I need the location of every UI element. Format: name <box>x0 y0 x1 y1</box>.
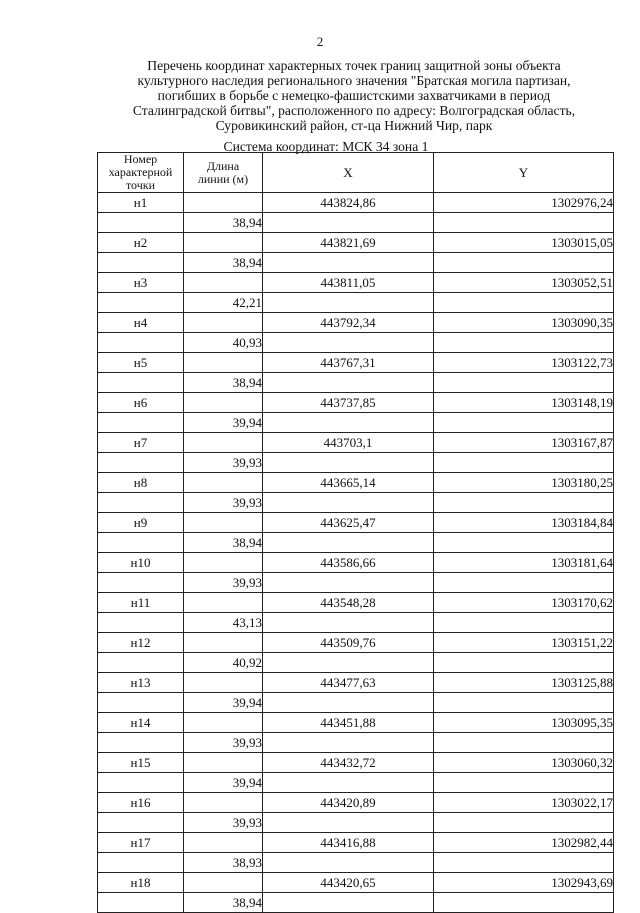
point-cell: н17 <box>98 833 184 853</box>
header-y: Y <box>434 153 614 193</box>
length-cell: 38,94 <box>184 253 263 273</box>
empty-length-cell <box>184 233 263 253</box>
table-row-segment <box>98 813 614 833</box>
empty-length-cell <box>184 193 263 213</box>
table-row <box>98 633 614 653</box>
table-row <box>98 193 614 213</box>
empty-y-cell <box>434 253 614 273</box>
empty-y-cell <box>434 493 614 513</box>
point-cell: н12 <box>98 633 184 653</box>
empty-length-cell <box>184 873 263 893</box>
length-cell: 39,93 <box>184 733 263 753</box>
empty-point-cell <box>98 293 184 313</box>
empty-x-cell <box>263 253 434 273</box>
table-row-segment <box>98 493 614 513</box>
x-cell: 443416,88 <box>263 833 434 853</box>
length-cell: 39,94 <box>184 413 263 433</box>
x-cell: 443703,1 <box>263 433 434 453</box>
point-cell: н3 <box>98 273 184 293</box>
length-cell: 39,93 <box>184 573 263 593</box>
title-line: культурного наследия регионального значения "Братская могила партизан, <box>137 73 571 88</box>
empty-length-cell <box>184 593 263 613</box>
point-cell: н14 <box>98 713 184 733</box>
y-cell: 1303125,88 <box>434 673 614 693</box>
x-cell: 443548,28 <box>263 593 434 613</box>
y-cell: 1302976,24 <box>434 193 614 213</box>
empty-y-cell <box>434 453 614 473</box>
empty-length-cell <box>184 633 263 653</box>
length-cell: 38,94 <box>184 373 263 393</box>
header-line-length-label: Длина линии (м) <box>197 158 249 186</box>
empty-length-cell <box>184 673 263 693</box>
empty-y-cell <box>434 733 614 753</box>
table-row-segment <box>98 253 614 273</box>
table-row-segment <box>98 693 614 713</box>
empty-x-cell <box>263 893 434 913</box>
empty-point-cell <box>98 773 184 793</box>
header-x: X <box>263 153 434 193</box>
empty-x-cell <box>263 293 434 313</box>
empty-y-cell <box>434 373 614 393</box>
x-cell: 443420,89 <box>263 793 434 813</box>
table-row <box>98 233 614 253</box>
point-cell: н9 <box>98 513 184 533</box>
y-cell: 1303180,25 <box>434 473 614 493</box>
point-cell: н2 <box>98 233 184 253</box>
y-cell: 1303022,17 <box>434 793 614 813</box>
table-row-segment <box>98 213 614 233</box>
length-cell: 43,13 <box>184 613 263 633</box>
point-cell: н4 <box>98 313 184 333</box>
coordinate-system-caption: Система координат: МСК 34 зона 1 <box>223 139 429 154</box>
empty-length-cell <box>184 713 263 733</box>
length-cell: 38,93 <box>184 853 263 873</box>
x-cell: 443737,85 <box>263 393 434 413</box>
table-row-segment <box>98 773 614 793</box>
point-cell: н15 <box>98 753 184 773</box>
empty-point-cell <box>98 413 184 433</box>
empty-point-cell <box>98 613 184 633</box>
point-cell: н6 <box>98 393 184 413</box>
table-row <box>98 313 614 333</box>
empty-length-cell <box>184 793 263 813</box>
table-row <box>98 753 614 773</box>
empty-y-cell <box>434 693 614 713</box>
x-cell: 443586,66 <box>263 553 434 573</box>
empty-x-cell <box>263 693 434 713</box>
empty-length-cell <box>184 353 263 373</box>
table-row-segment <box>98 293 614 313</box>
table-row <box>98 673 614 693</box>
title-line: Суровикинский район, ст-ца Нижний Чир, парк <box>215 118 493 133</box>
table-row-segment <box>98 573 614 593</box>
table-row-segment <box>98 413 614 433</box>
x-cell: 443432,72 <box>263 753 434 773</box>
empty-y-cell <box>434 653 614 673</box>
point-cell: н5 <box>98 353 184 373</box>
empty-length-cell <box>184 273 263 293</box>
y-cell: 1303122,73 <box>434 353 614 373</box>
point-cell: н13 <box>98 673 184 693</box>
table-row-segment <box>98 453 614 473</box>
table-row <box>98 873 614 893</box>
x-cell: 443821,69 <box>263 233 434 253</box>
empty-x-cell <box>263 413 434 433</box>
title-line: Перечень координат характерных точек границ защитной зоны объекта <box>147 58 561 73</box>
point-cell: н8 <box>98 473 184 493</box>
table-row-segment <box>98 613 614 633</box>
x-cell: 443665,14 <box>263 473 434 493</box>
table-row-segment <box>98 733 614 753</box>
table-row <box>98 833 614 853</box>
y-cell: 1303181,64 <box>434 553 614 573</box>
empty-point-cell <box>98 373 184 393</box>
empty-point-cell <box>98 573 184 593</box>
empty-y-cell <box>434 413 614 433</box>
empty-y-cell <box>434 893 614 913</box>
point-cell: н18 <box>98 873 184 893</box>
y-cell: 1303090,35 <box>434 313 614 333</box>
empty-point-cell <box>98 653 184 673</box>
empty-point-cell <box>98 533 184 553</box>
empty-length-cell <box>184 393 263 413</box>
empty-x-cell <box>263 333 434 353</box>
y-cell: 1303167,87 <box>434 433 614 453</box>
empty-point-cell <box>98 893 184 913</box>
empty-point-cell <box>98 493 184 513</box>
x-cell: 443477,63 <box>263 673 434 693</box>
length-cell: 39,93 <box>184 813 263 833</box>
y-cell: 1302982,44 <box>434 833 614 853</box>
page-number: 2 <box>316 34 324 49</box>
empty-point-cell <box>98 253 184 273</box>
empty-x-cell <box>263 493 434 513</box>
empty-x-cell <box>263 613 434 633</box>
empty-y-cell <box>434 293 614 313</box>
y-cell: 1302943,69 <box>434 873 614 893</box>
y-cell: 1303052,51 <box>434 273 614 293</box>
table-row <box>98 473 614 493</box>
empty-y-cell <box>434 813 614 833</box>
y-cell: 1303095,35 <box>434 713 614 733</box>
x-cell: 443420,65 <box>263 873 434 893</box>
length-cell: 42,21 <box>184 293 263 313</box>
empty-length-cell <box>184 833 263 853</box>
empty-y-cell <box>434 573 614 593</box>
empty-x-cell <box>263 853 434 873</box>
title-line: Сталинградской битвы", расположенного по адресу: Волгоградская область, <box>132 103 576 118</box>
empty-length-cell <box>184 473 263 493</box>
y-cell: 1303151,22 <box>434 633 614 653</box>
table-row <box>98 713 614 733</box>
point-cell: н1 <box>98 193 184 213</box>
table-row-segment <box>98 653 614 673</box>
empty-point-cell <box>98 853 184 873</box>
empty-y-cell <box>434 773 614 793</box>
empty-x-cell <box>263 733 434 753</box>
header-line-length <box>184 153 263 193</box>
empty-point-cell <box>98 693 184 713</box>
empty-x-cell <box>263 813 434 833</box>
empty-y-cell <box>434 333 614 353</box>
length-cell: 38,94 <box>184 533 263 553</box>
x-cell: 443451,88 <box>263 713 434 733</box>
y-cell: 1303170,62 <box>434 593 614 613</box>
empty-length-cell <box>184 553 263 573</box>
point-cell: н16 <box>98 793 184 813</box>
x-cell: 443509,76 <box>263 633 434 653</box>
length-cell: 40,93 <box>184 333 263 353</box>
y-cell: 1303060,32 <box>434 753 614 773</box>
x-cell: 443625,47 <box>263 513 434 533</box>
document-title <box>96 58 612 133</box>
empty-x-cell <box>263 213 434 233</box>
empty-x-cell <box>263 573 434 593</box>
header-point-number-label: Номер характерной точки <box>108 152 173 192</box>
y-cell: 1303184,84 <box>434 513 614 533</box>
point-cell: н11 <box>98 593 184 613</box>
x-cell: 443792,34 <box>263 313 434 333</box>
empty-point-cell <box>98 813 184 833</box>
table-row <box>98 793 614 813</box>
length-cell: 39,93 <box>184 453 263 473</box>
empty-point-cell <box>98 213 184 233</box>
x-cell: 443824,86 <box>263 193 434 213</box>
empty-x-cell <box>263 653 434 673</box>
length-cell: 39,93 <box>184 493 263 513</box>
title-line: погибших в борьбе с немецко-фашистскими захватчиками в период <box>157 88 551 103</box>
table-row-segment <box>98 853 614 873</box>
table-row-segment <box>98 533 614 553</box>
empty-point-cell <box>98 733 184 753</box>
table-row-segment <box>98 893 614 913</box>
empty-length-cell <box>184 433 263 453</box>
header-point-number <box>98 153 184 193</box>
table-row <box>98 513 614 533</box>
coordinates-table <box>97 152 614 913</box>
empty-x-cell <box>263 773 434 793</box>
table-row-segment <box>98 333 614 353</box>
empty-y-cell <box>434 533 614 553</box>
length-cell: 38,94 <box>184 213 263 233</box>
empty-x-cell <box>263 533 434 553</box>
length-cell: 39,94 <box>184 693 263 713</box>
empty-point-cell <box>98 333 184 353</box>
length-cell: 38,94 <box>184 893 263 913</box>
empty-y-cell <box>434 213 614 233</box>
empty-point-cell <box>98 453 184 473</box>
table-row-segment <box>98 373 614 393</box>
y-cell: 1303148,19 <box>434 393 614 413</box>
empty-length-cell <box>184 313 263 333</box>
empty-y-cell <box>434 853 614 873</box>
length-cell: 40,92 <box>184 653 263 673</box>
x-cell: 443767,31 <box>263 353 434 373</box>
table-row <box>98 393 614 413</box>
x-cell: 443811,05 <box>263 273 434 293</box>
table-row <box>98 553 614 573</box>
y-cell: 1303015,05 <box>434 233 614 253</box>
empty-length-cell <box>184 513 263 533</box>
empty-y-cell <box>434 613 614 633</box>
table-row <box>98 593 614 613</box>
table-row <box>98 273 614 293</box>
point-cell: н10 <box>98 553 184 573</box>
point-cell: н7 <box>98 433 184 453</box>
table-header-row <box>98 153 614 193</box>
empty-x-cell <box>263 373 434 393</box>
table-row <box>98 353 614 373</box>
length-cell: 39,94 <box>184 773 263 793</box>
empty-x-cell <box>263 453 434 473</box>
empty-length-cell <box>184 753 263 773</box>
table-row <box>98 433 614 453</box>
